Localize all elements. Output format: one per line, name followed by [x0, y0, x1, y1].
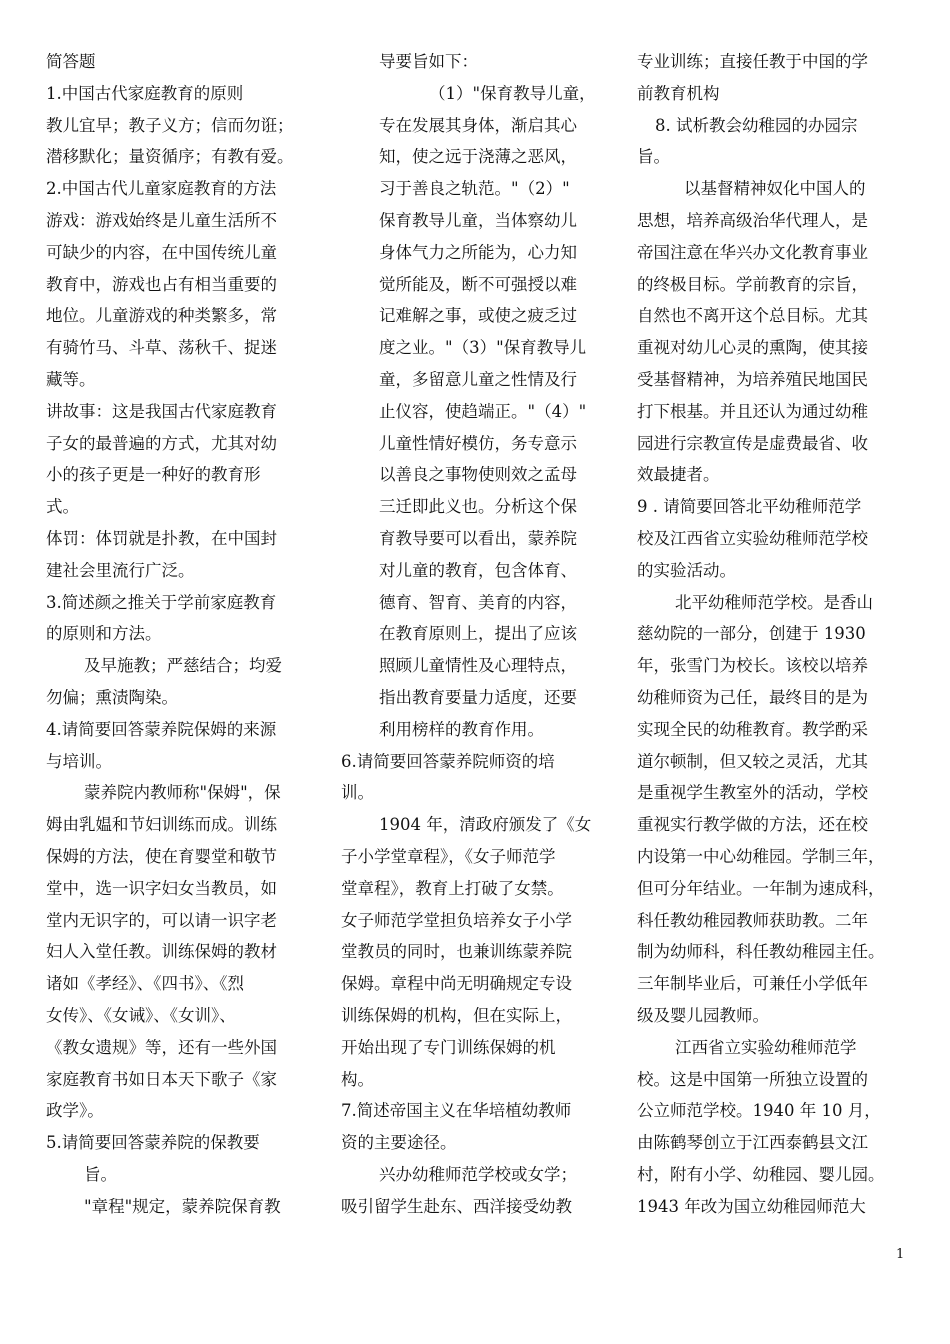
text-line: 级及婴儿园教师。	[637, 1005, 769, 1025]
text-line: 游戏：游戏始终是儿童生活所不	[46, 210, 277, 230]
text-line: 习于善良之轨范。"（2）"	[379, 179, 570, 199]
text-line: 4.请简要回答蒙养院保姆的来源	[46, 719, 277, 739]
page-number: 1	[896, 1247, 905, 1262]
text-line: 兴办幼稚师范学校或女学；	[379, 1164, 577, 1184]
text-line: 教育中，游戏也占有相当重要的	[46, 274, 277, 294]
text-column-middle	[341, 46, 615, 1222]
text-line: 由陈鹤琴创立于江西泰鹤县文江	[637, 1133, 868, 1153]
text-line: 校及江西省立实验幼稚师范学校	[637, 528, 868, 548]
text-line: 江西省立实验幼稚师范学	[675, 1037, 857, 1057]
text-line: 《教女遗规》等，还有一些外国	[46, 1037, 277, 1057]
text-line: 内设第一中心幼稚园。学制三年，	[637, 846, 885, 866]
text-line: 女子师范学堂担负培养女子小学	[341, 910, 572, 930]
text-line: 北平幼稚师范学校。是香山	[675, 592, 873, 612]
text-line: 旨。	[637, 147, 670, 167]
text-line: 1.中国古代家庭教育的原则	[46, 83, 244, 103]
text-line: 8. 试析教会幼稚园的办园宗	[655, 115, 858, 135]
text-line: 公立师范学校。1940 年 10 月，	[637, 1101, 881, 1121]
text-line: 9 . 请简要回答北平幼稚师范学	[637, 497, 862, 517]
text-line: 可缺少的内容，在中国传统儿童	[46, 242, 277, 262]
text-line: 保育教导儿童，当体察幼儿	[379, 210, 577, 230]
text-line: 道尔顿制，但又较之灵活，尤其	[637, 751, 868, 771]
text-line: 1904 年，清政府颁发了《女	[379, 815, 592, 835]
text-line: 专在发展其身体，渐启其心	[379, 115, 577, 135]
text-line: 是重视学生教室外的活动，学校	[637, 783, 868, 803]
text-line: 德育、智育、美育的内容，	[379, 592, 577, 612]
text-line: 的终极目标。学前教育的宗旨，	[637, 274, 868, 294]
text-line: 政学》。	[46, 1101, 104, 1121]
text-line: 重视对幼儿心灵的熏陶，使其接	[637, 338, 868, 358]
text-line: 及早施教；严慈结合；均爱	[84, 656, 282, 676]
text-line: 帝国注意在华兴办文化教育事业	[637, 242, 868, 262]
text-line: 受基督精神，为培养殖民地国民	[637, 369, 868, 389]
text-line: 专业训练；直接任教于中国的学	[637, 52, 868, 71]
text-line: 6.请简要回答蒙养院师资的培	[341, 751, 555, 771]
text-line: 有骑竹马、斗草、荡秋千、捉迷	[46, 338, 277, 358]
text-line: 对儿童的教育，包含体育、	[379, 560, 577, 580]
text-line: 利用榜样的教育作用。	[379, 719, 544, 739]
text-line: 在教育原则上，提出了应该	[379, 624, 577, 644]
text-line: （1）"保育教导儿童，	[429, 83, 596, 103]
text-line: 式。	[46, 497, 79, 517]
text-line: 藏等。	[46, 369, 96, 389]
text-line: 自然也不离开这个总目标。尤其	[637, 306, 868, 326]
text-line: 蒙养院内教师称"保姆"，保	[84, 783, 281, 803]
text-line: 堂教员的同时，也兼训练蒙养院	[341, 942, 572, 962]
text-line: 堂章程》，教育上打破了女禁。	[341, 878, 564, 898]
text-line: 简答题	[46, 52, 96, 71]
text-line: 讲故事：这是我国古代家庭教育	[46, 401, 277, 421]
text-line: 子小学堂章程》，《女子师范学	[341, 846, 556, 866]
text-line: 度之业。"（3）"保育教导儿	[379, 338, 587, 358]
text-line: 重视实行教学做的方法，还在校	[637, 815, 868, 835]
text-line: 小的孩子更是一种好的教育形	[46, 465, 261, 485]
text-line: 堂内无识字的，可以请一识字老	[46, 910, 277, 930]
text-line: 2.中国古代儿童家庭教育的方法	[46, 179, 277, 199]
text-line: 觉所能及，断不可强授以难	[379, 274, 577, 294]
text-line: 效最捷者。	[637, 465, 720, 485]
text-line: 5.请简要回答蒙养院的保教要	[46, 1133, 260, 1153]
text-line: 的实验活动。	[637, 560, 736, 580]
text-line: 体罚：体罚就是扑教，在中国封	[46, 528, 277, 548]
text-line: 与培训。	[46, 751, 112, 771]
text-line: 勿偏；熏渍陶染。	[46, 687, 178, 707]
text-line: "章程"规定，蒙养院保育教	[84, 1196, 281, 1216]
text-line: 知，使之远于浇薄之恶风，	[379, 147, 577, 167]
text-line: 潜移默化；量资循序；有教有爱。	[46, 147, 294, 167]
text-line: 训。	[341, 783, 374, 803]
text-line: 三年制毕业后，可兼任小学低年	[637, 974, 868, 994]
text-line: 姆由乳媪和节妇训练而成。训练	[46, 815, 277, 835]
text-line: 指出教育要量力适度，还要	[379, 687, 577, 707]
text-line: 照顾儿童情性及心理特点，	[379, 656, 577, 676]
text-line: 以善良之事物使则效之孟母	[379, 465, 577, 485]
text-line: 女传》、《女诫》、《女训》、	[46, 1005, 236, 1025]
text-line: 身体气力之所能为，心力知	[379, 242, 577, 262]
text-line: 园进行宗教宣传是虚费最省、收	[637, 433, 868, 453]
text-line: 3.简述颜之推关于学前家庭教育	[46, 592, 277, 612]
text-line: 的原则和方法。	[46, 624, 162, 644]
text-column-left	[46, 46, 322, 1222]
text-line: 儿童性情好模仿，务专意示	[379, 433, 577, 453]
text-line: 但可分年结业。一年制为速成科，	[637, 878, 885, 898]
text-line: 地位。儿童游戏的种类繁多，常	[46, 306, 277, 326]
text-line: 家庭教育书如日本天下歌子《家	[46, 1069, 277, 1089]
text-line: 以基督精神奴化中国人的	[684, 179, 866, 199]
text-line: 童，多留意儿童之性情及行	[379, 369, 577, 389]
text-line: 村，附有小学、幼稚园、婴儿园。	[637, 1164, 885, 1184]
text-line: 导要旨如下：	[379, 52, 478, 71]
text-line: 教儿宜早；教子义方；信而勿诳；	[46, 115, 294, 135]
text-line: 堂中，选一识字妇女当教员，如	[46, 878, 277, 898]
text-line: 构。	[341, 1069, 374, 1089]
text-line: 开始出现了专门训练保姆的机	[341, 1037, 556, 1057]
text-line: 7.简述帝国主义在华培植幼教师	[341, 1101, 572, 1121]
text-line: 制为幼师科，科任教幼稚园主任。	[637, 942, 885, 962]
text-line: 资的主要途径。	[341, 1133, 457, 1153]
text-line: 旨。	[84, 1164, 117, 1184]
text-line: 止仪容，使趋端正。"（4）"	[379, 401, 587, 421]
text-line: 年，张雪门为校长。该校以培养	[637, 656, 868, 676]
text-line: 记难解之事，或使之疲乏过	[379, 306, 577, 326]
text-line: 育教导要可以看出，蒙养院	[379, 528, 577, 548]
text-line: 校。这是中国第一所独立设置的	[637, 1069, 868, 1089]
text-line: 科任教幼稚园教师获助教。二年	[637, 910, 868, 930]
text-line: 打下根基。并且还认为通过幼稚	[637, 401, 868, 421]
text-line: 吸引留学生赴东、西洋接受幼教	[341, 1196, 572, 1216]
text-line: 子女的最普遍的方式，尤其对幼	[46, 433, 277, 453]
text-line: 实现全民的幼稚教育。教学酌采	[637, 719, 868, 739]
text-line: 保姆的方法，使在育婴堂和敬节	[46, 846, 277, 866]
text-line: 慈幼院的一部分，创建于 1930	[637, 624, 866, 644]
text-column-right	[637, 46, 907, 1222]
text-line: 三迁即此义也。分析这个保	[379, 497, 577, 517]
text-line: 诸如《孝经》、《四书》、《烈	[46, 974, 244, 994]
text-line: 保姆。章程中尚无明确规定专设	[341, 974, 572, 994]
text-line: 建社会里流行广泛。	[46, 560, 195, 580]
text-line: 幼稚师资为己任，最终目的是为	[637, 687, 868, 707]
text-line: 1943 年改为国立幼稚园师范大	[637, 1196, 866, 1216]
text-line: 妇人入堂任教。训练保姆的教材	[46, 942, 277, 962]
text-line: 思想，培养高级治华代理人，是	[637, 210, 868, 230]
text-line: 训练保姆的机构，但在实际上，	[341, 1005, 572, 1025]
text-line: 前教育机构	[637, 83, 720, 103]
